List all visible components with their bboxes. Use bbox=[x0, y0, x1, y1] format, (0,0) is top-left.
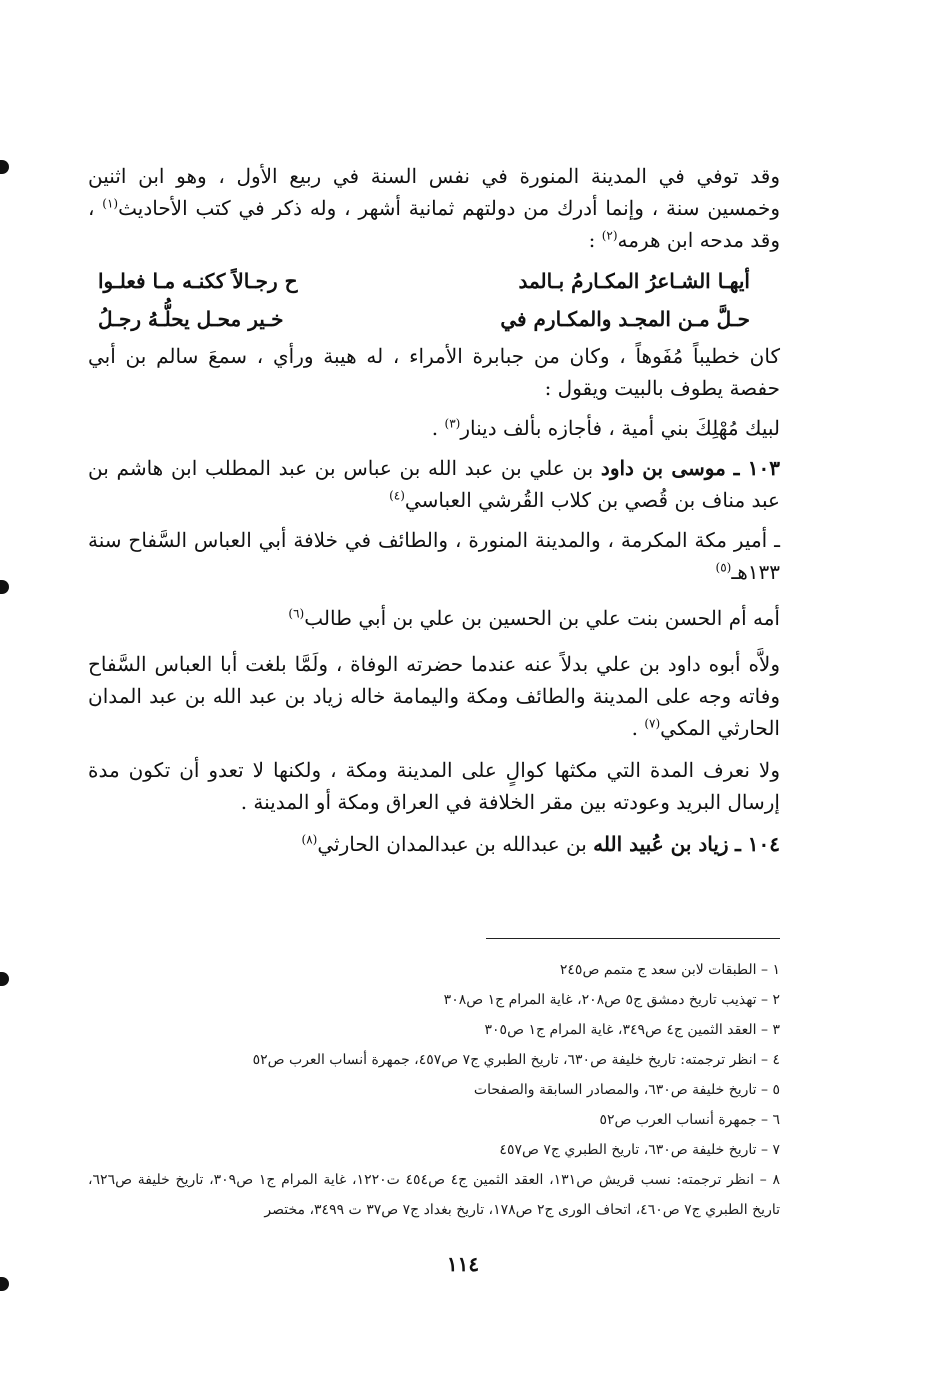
paragraph-text: أمه أم الحسن بنت علي بن الحسين بن علي بن أبي طالب bbox=[304, 606, 780, 630]
footnote-item: ٨ – انظر ترجمته: نسب قريش ص١٣١، العقد الثمين ج٤ ص٤٥٤ ت١٢٢٠، غاية المرام ج١ ص٣٠٩، تاريخ خليفة ص٦٢٦، تاريخ الطبري ج٧ ص٤٦٠، اتحاف الورى ج٢ ص١٧٨، تاريخ بغداد ج٧ ص٣٧ ت ٣٤٩٩، مختصر bbox=[88, 1172, 780, 1218]
entry-number: ١٠٣ ـ bbox=[733, 456, 781, 480]
paragraph-text: ولاَّه أبوه داود بن علي بدلاً عنه عندما حضرته الوفاة ، ولَمَّا بلغت أبا العباس السَّفاح وفاته وجه على المدينة والطائف ومكة واليمامة خاله زياد بن عبد الله بن عبد المدان الحارثي المكي bbox=[88, 652, 780, 740]
paragraph-text: وقد توفي في المدينة المنورة في نفس السنة في ربيع الأول ، وهو ابن اثنين وخمسين سنة ، وإنما أدرك من دولتهم ثمانية أشهر ، وله ذكر في كتب الأحاديث bbox=[88, 164, 780, 220]
footnote-ref[interactable]: (٦) bbox=[288, 606, 305, 621]
entry-104-heading bbox=[88, 828, 780, 860]
footnote-separator bbox=[486, 938, 780, 939]
paragraph-text: كان خطيباً مُفَوهاً ، وكان من جبابرة الأمراء ، له هيبة ورأي ، سمعَ سالم بن أبي حفصة يطوف بالبيت ويقول : bbox=[88, 344, 780, 400]
footnote-item: ٤ – انظر ترجمته: تاريخ خليفة ص٦٣٠، تاريخ الطبري ج٧ ص٤٥٧، جمهرة أنساب العرب ص٥٢ bbox=[252, 1052, 780, 1068]
verse-second-hemistich: خـير محـل يحلُّـهُ رجـلُ bbox=[98, 307, 284, 331]
scan-mark bbox=[0, 160, 9, 174]
page-number: ١١٤ bbox=[446, 1252, 480, 1276]
entry-103-heading bbox=[88, 452, 780, 516]
paragraph-death bbox=[88, 160, 780, 256]
footnote-ref[interactable]: (٣) bbox=[444, 416, 461, 431]
verse-first-hemistich: أيهـا الشـاعرُ المكـارمُ بـالمد bbox=[518, 269, 750, 293]
paragraph-orator bbox=[88, 340, 780, 404]
footnote-item: ٧ – تاريخ خليفة ص٦٣٠، تاريخ الطبري ج٧ ص٤٥٧ bbox=[499, 1142, 780, 1158]
main-text bbox=[88, 160, 780, 868]
verse-second-hemistich: ح رجـالاً ككنـه مـا فعلـوا bbox=[98, 269, 298, 293]
paragraph-text: لبيك مُهْلِكَ بني أمية ، فأجازه بألف دينار bbox=[460, 416, 780, 440]
entry-number: ١٠٤ ـ bbox=[734, 832, 780, 856]
footnote-item: ٥ – تاريخ خليفة ص٦٣٠، والمصادر السابقة والصفحات bbox=[473, 1082, 780, 1098]
paragraph-appointment bbox=[88, 648, 780, 744]
footnote-ref[interactable]: (٨) bbox=[301, 832, 318, 847]
paragraph-text: . bbox=[631, 716, 645, 740]
footnote-item: ١ – الطبقات لابن سعد ج متمم ص٢٤٥ bbox=[559, 962, 780, 978]
footnote-item: ٢ – تهذيب تاريخ دمشق ج٥ ص٢٠٨، غاية المرام ج١ ص٣٠٨ bbox=[443, 992, 780, 1008]
footnote-ref[interactable]: (٥) bbox=[715, 560, 732, 575]
scan-mark bbox=[0, 972, 9, 986]
paragraph-text: ـ أمير مكة المكرمة ، والمدينة المنورة ، والطائف في خلافة أبي العباس السَّفاح سنة ١٣٣هـ bbox=[88, 528, 780, 584]
entry-name: موسى بن داود bbox=[600, 456, 726, 480]
paragraph-duration bbox=[88, 754, 780, 818]
footnote-item: ٣ – العقد الثمين ج٤ ص٣٤٩، غاية المرام ج١ ص٣٠٥ bbox=[484, 1022, 780, 1038]
footnote-ref[interactable]: (٢) bbox=[601, 228, 618, 243]
entry-name: زياد بن عُبيد الله bbox=[593, 832, 729, 856]
paragraph-text: . bbox=[431, 416, 445, 440]
verse-first-hemistich: حـلَّ مـن المجـد والمكـارم في bbox=[500, 307, 750, 331]
footnote-ref[interactable]: (٤) bbox=[389, 488, 405, 503]
paragraph-text: ، وقد مدحه ابن هرمه bbox=[88, 196, 780, 252]
scan-mark bbox=[0, 1277, 9, 1291]
footnotes bbox=[88, 955, 780, 1225]
paragraph-text: : bbox=[588, 228, 602, 252]
paragraph-quote bbox=[88, 412, 780, 444]
footnote-ref[interactable]: (٧) bbox=[644, 716, 661, 731]
entry-lineage: بن علي بن عبد الله بن عباس بن عبد المطلب ابن هاشم بن عبد مناف بن قُصي بن كلاب القُرشي العباسي bbox=[88, 456, 780, 512]
footnote-ref[interactable]: (١) bbox=[102, 196, 119, 211]
footnote-item: ٦ – جمهرة أنساب العرب ص٥٢ bbox=[599, 1112, 780, 1128]
paragraph-mother bbox=[88, 602, 780, 634]
entry-lineage: بن عبدالله بن عبدالمدان الحارثي bbox=[317, 832, 594, 856]
poem-verse-1 bbox=[88, 264, 780, 298]
poem-verse-2 bbox=[88, 302, 780, 336]
scan-mark bbox=[0, 580, 9, 594]
paragraph-governor bbox=[88, 524, 780, 588]
paragraph-text: ولا نعرف المدة التي مكثها كوالٍ على المدينة ومكة ، ولكنها لا تعدو أن تكون مدة إرسال البريد وعودته بين مقر الخلافة في العراق ومكة أو المدينة . bbox=[88, 758, 780, 814]
